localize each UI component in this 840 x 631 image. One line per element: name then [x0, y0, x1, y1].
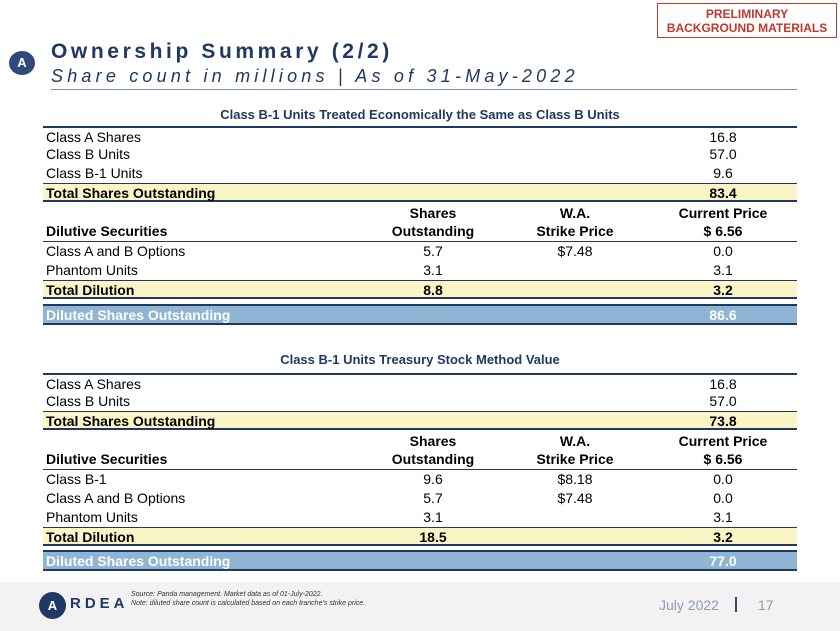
table-row	[43, 145, 797, 164]
row-shares: 8.8	[423, 282, 443, 298]
dilutive-header	[43, 432, 797, 470]
row-current: 3.2	[713, 529, 733, 545]
diluted-shares-row	[43, 550, 797, 571]
row-value: 16.8	[709, 376, 737, 392]
footer-date: July 2022	[659, 597, 719, 613]
row-strike: $7.48	[557, 490, 593, 506]
logo-wordmark: RDEA	[70, 595, 129, 612]
header-shares-2: Outstanding	[391, 451, 475, 467]
row-label: Total Shares Outstanding	[46, 413, 216, 429]
row-shares: 3.1	[423, 262, 443, 278]
title-divider	[51, 89, 797, 90]
row-shares: 18.5	[419, 529, 447, 545]
header-shares-2: Outstanding	[391, 223, 475, 239]
row-shares: 9.6	[423, 471, 443, 487]
table-row	[43, 373, 797, 392]
header-strike-1: W.A.	[559, 205, 591, 221]
footer-separator	[735, 597, 737, 612]
row-label: Class A Shares	[46, 376, 141, 392]
row-label: Class A Shares	[46, 129, 141, 145]
row-label: Diluted Shares Outstanding	[46, 307, 231, 323]
row-label: Class B-1	[46, 471, 107, 487]
ardea-logo-icon: A	[39, 592, 66, 619]
table-row	[43, 392, 797, 411]
table-row	[43, 261, 797, 280]
row-current: 0.0	[713, 490, 733, 506]
row-value: 57.0	[709, 393, 737, 409]
row-value: 86.6	[709, 307, 737, 323]
row-label: Phantom Units	[46, 262, 138, 278]
row-label: Total Dilution	[46, 529, 135, 545]
header-shares-1: Shares	[409, 433, 457, 449]
total-shares-row	[43, 411, 797, 430]
row-label: Class B-1 Units	[46, 165, 143, 181]
stamp-line-2: BACKGROUND MATERIALS	[666, 21, 828, 35]
row-value: 73.8	[709, 413, 737, 429]
page-title: Ownership Summary (2/2)	[51, 40, 393, 63]
row-label: Phantom Units	[46, 509, 138, 525]
header-price-1: Current Price	[678, 205, 768, 221]
table-row	[43, 508, 797, 527]
row-current: 0.0	[713, 243, 733, 259]
row-label: Class B Units	[46, 146, 131, 162]
table1	[43, 126, 797, 325]
dilutive-header	[43, 204, 797, 242]
table-row	[43, 470, 797, 489]
diluted-shares-row	[43, 304, 797, 325]
row-shares: 5.7	[423, 243, 443, 259]
row-label: Total Dilution	[46, 282, 135, 298]
total-shares-row	[43, 183, 797, 202]
header-strike-1: W.A.	[559, 433, 591, 449]
row-label: Diluted Shares Outstanding	[46, 553, 231, 569]
row-strike: $7.48	[557, 243, 593, 259]
row-value: 9.6	[713, 165, 733, 181]
row-shares: 3.1	[423, 509, 443, 525]
header-label: Dilutive Securities	[46, 223, 168, 239]
table1-heading: Class B-1 Units Treated Economically the Same as Class B Units	[220, 107, 620, 122]
source-line-2: Note: diluted share count is calculated based on each tranche’s strike price.	[131, 600, 366, 607]
header-strike-2: Strike Price	[536, 451, 614, 467]
header-price-2: $ 6.56	[703, 223, 743, 239]
total-dilution-row	[43, 527, 797, 546]
header-price-1: Current Price	[678, 433, 768, 449]
stamp-line-1: PRELIMINARY	[705, 7, 789, 21]
row-current: 3.1	[713, 262, 733, 278]
row-label: Class A and B Options	[46, 243, 186, 259]
row-value: 16.8	[709, 129, 737, 145]
page-number: 17	[758, 597, 774, 613]
total-dilution-row	[43, 280, 797, 299]
table2-heading: Class B-1 Units Treasury Stock Method Value	[280, 352, 560, 367]
header-price-2: $ 6.56	[703, 451, 743, 467]
source-line-1: Source: Panda management. Market data as of 01-July-2022.	[131, 591, 323, 598]
header-shares-1: Shares	[409, 205, 457, 221]
table-row	[43, 489, 797, 508]
row-value: 77.0	[709, 553, 737, 569]
table-row	[43, 242, 797, 261]
row-strike: $8.18	[557, 471, 593, 487]
row-current: 3.1	[713, 509, 733, 525]
table2	[43, 373, 797, 571]
table-row	[43, 164, 797, 183]
row-label: Class A and B Options	[46, 490, 186, 506]
row-value: 57.0	[709, 146, 737, 162]
row-current: 0.0	[713, 471, 733, 487]
row-label: Total Shares Outstanding	[46, 185, 216, 201]
row-current: 3.2	[713, 282, 733, 298]
table-row	[43, 126, 797, 145]
source-note	[131, 590, 365, 608]
header-label: Dilutive Securities	[46, 451, 168, 467]
header-strike-2: Strike Price	[536, 223, 614, 239]
section-badge: A	[9, 51, 35, 75]
row-value: 83.4	[709, 185, 737, 201]
preliminary-stamp	[657, 3, 837, 38]
page-subtitle: Share count in millions | As of 31-May-2022	[51, 66, 579, 86]
row-label: Class B Units	[46, 393, 131, 409]
row-shares: 5.7	[423, 490, 443, 506]
